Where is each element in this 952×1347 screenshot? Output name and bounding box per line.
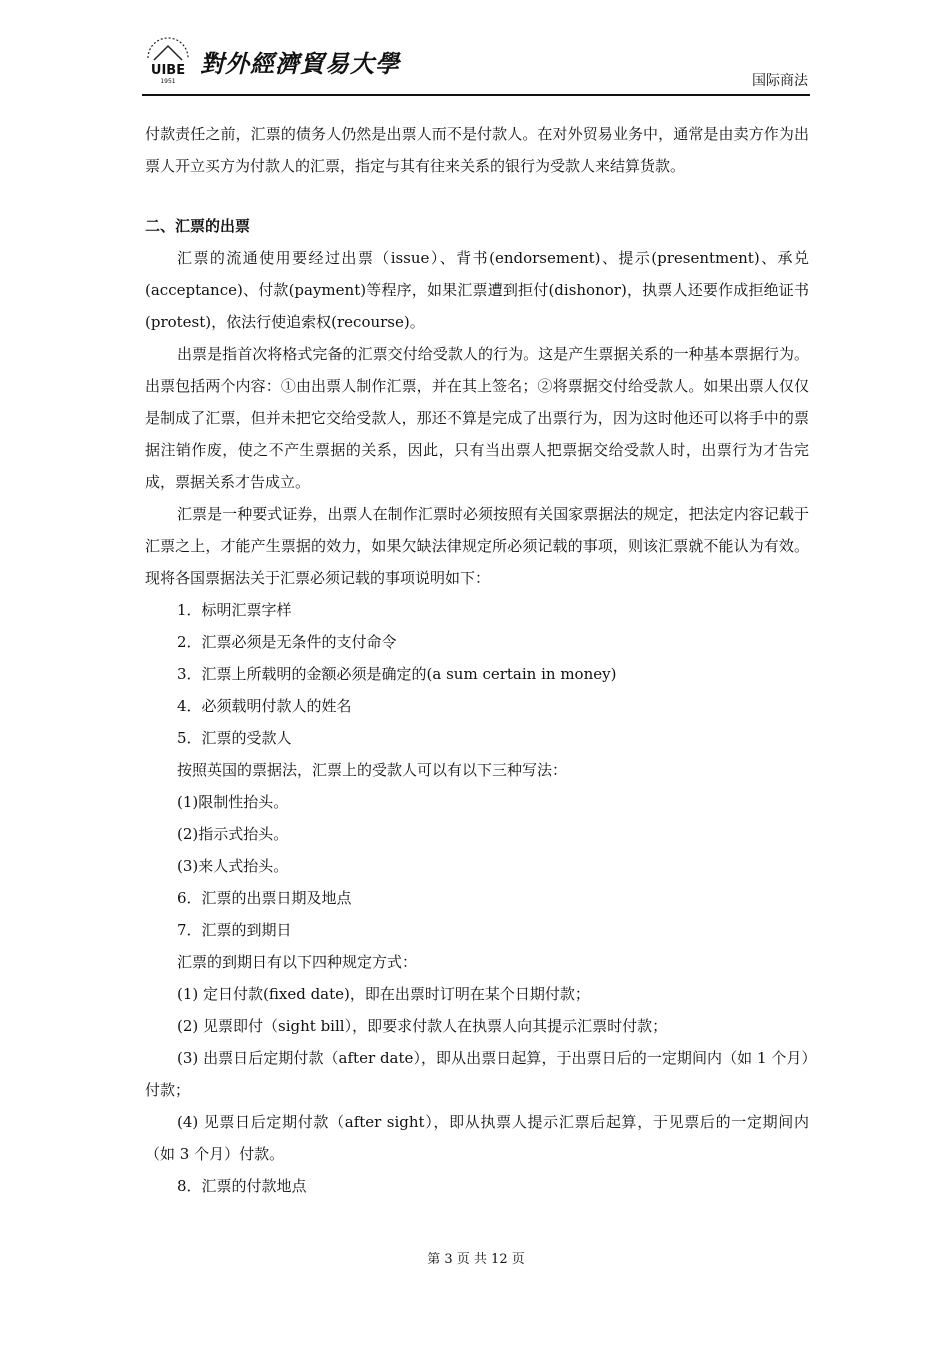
list-item: 3．汇票上所载明的金额必须是确定的(a sum certain in money): [177, 665, 617, 683]
list-item: 4．必须载明付款人的姓名: [177, 697, 352, 715]
list-item: (1)限制性抬头。: [177, 793, 289, 811]
list-item: 8．汇票的付款地点: [177, 1177, 307, 1195]
list-item: (1) 定日付款(fixed date)，即在出票时订明在某个日期付款；: [177, 985, 590, 1003]
list-item: (2) 见票即付（sight bill），即要求付款人在执票人向其提示汇票时付款；: [177, 1017, 668, 1035]
paragraph: (4) 见票日后定期付款（after sight），即从执票人提示汇票后起算，于见票后的一定期间内（如 3 个月）付款。: [145, 1113, 809, 1163]
course-title: 国际商法: [752, 73, 808, 89]
list-item: 2．汇票必须是无条件的支付命令: [177, 633, 397, 651]
list-item: 5．汇票的受款人: [177, 729, 292, 747]
section-heading: 二、汇票的出票: [145, 217, 251, 235]
university-logo-icon: [142, 36, 194, 86]
page-header: [142, 30, 810, 96]
list-item: 1．标明汇票字样: [177, 601, 292, 619]
svg-text:1951: 1951: [160, 78, 176, 85]
list-item: 按照英国的票据法，汇票上的受款人可以有以下三种写法：: [177, 761, 568, 779]
page-number: 第 3 页 共 12 页: [427, 1252, 525, 1267]
school-name: 對外經濟貿易大學: [200, 49, 400, 78]
list-item: 7．汇票的到期日: [177, 921, 292, 939]
list-item: (2)指示式抬头。: [177, 825, 289, 843]
paragraph: (3) 出票日后定期付款（after date），即从出票日起算，于出票日后的一定期间内（如 1 个月）付款；: [145, 1049, 809, 1099]
paragraph: 汇票的流通使用要经过出票（issue）、背书(endorsement)、提示(presentment)、承兑(acceptance)、付款(payment)等程序，如果汇票遭到拒付(dishonor)，执票人还要作成拒绝证书(protest)，依法行使追索权(recourse)。: [145, 249, 809, 331]
paragraph: 出票是指首次将格式完备的汇票交付给受款人的行为。这是产生票据关系的一种基本票据行为。出票包括两个内容：①由出票人制作汇票，并在其上签名；②将票据交付给受款人。如果出票人仅仅是制成了汇票，但并未把它交给受款人，那还不算是完成了出票行为，因为这时他还可以将手中的票据注销作废，使之不产生票据的关系，因此，只有当出票人把票据交给受款人时，出票行为才告完成，票据关系才告成立。: [145, 345, 809, 491]
list-item: 6．汇票的出票日期及地点: [177, 889, 352, 907]
document-body: [145, 118, 809, 1202]
paragraph: 付款责任之前，汇票的债务人仍然是出票人而不是付款人。在对外贸易业务中，通常是由卖方作为出票人开立买方为付款人的汇票，指定与其有往来关系的银行为受款人来结算货款。: [145, 125, 809, 175]
list-item: 汇票的到期日有以下四种规定方式：: [177, 953, 418, 971]
paragraph: 汇票是一种要式证券，出票人在制作汇票时必须按照有关国家票据法的规定，把法定内容记载于汇票之上，才能产生票据的效力，如果欠缺法律规定所必须记载的事项，则该汇票就不能认为有效。现将各国票据法关于汇票必须记载的事项说明如下：: [145, 505, 809, 587]
svg-text:UIBE: UIBE: [150, 63, 186, 78]
list-item: (3)来人式抬头。: [177, 857, 289, 875]
